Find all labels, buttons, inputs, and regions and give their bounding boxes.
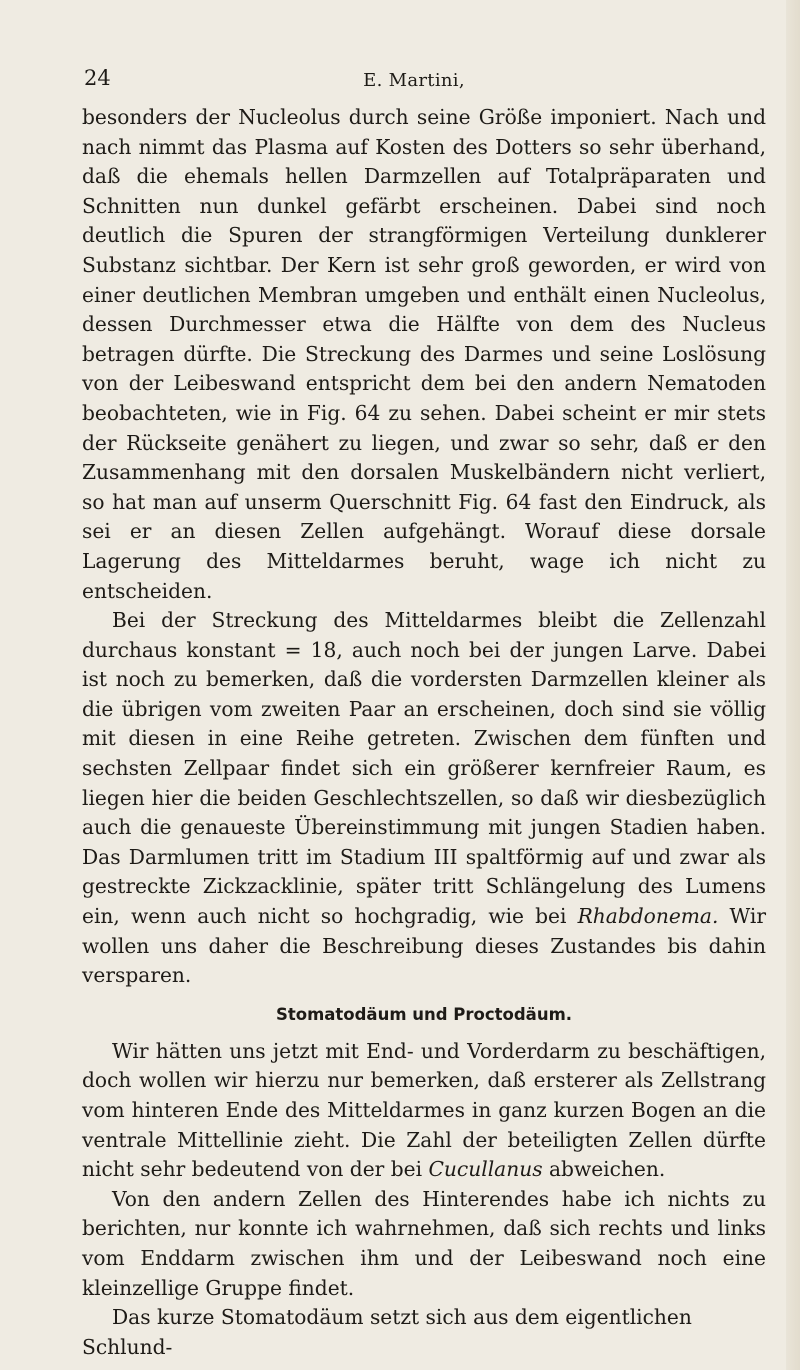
paragraph-stomatodaeum: Das kurze Stomatodäum setzt sich aus dem eigentlichen Schlund- — [82, 1305, 692, 1359]
genus-name-italic: Cucullanus — [428, 1157, 543, 1182]
paragraph-end-foregut — [82, 1037, 766, 1185]
paragraph-text: Bei der Streckung des Mitteldarmes bleibt die Zellenzahl durchaus konstant = 18, auch noch bei der jungen Larve. Dabei ist noch zu bemerken, daß die vordersten Darmzellen kleiner als die übrigen vom zweiten Paar an erscheinen, doch sind sie völlig mit diesen in eine Reihe getreten. Zwischen dem fünften und sechsten Zellpaar findet sich ein größerer kernfreier Raum, es liegen hier die beiden Geschlechtszellen, so daß wir diesbezüglich auch die genaueste Übereinstimmung mit jungen Stadien haben. Das Darmlumen tritt im Stadium III spaltförmig auf und zwar als gestreckte Zickzacklinie, später tritt Schlängelung des Lumens ein, wenn auch nicht so hochgradig, wie bei — [82, 608, 766, 929]
page-number: 24 — [84, 66, 111, 90]
paragraph-cell-count — [82, 606, 766, 991]
paragraph-hind-end-cells: Von den andern Zellen des Hinterendes habe ich nichts zu berichten, nur konnte ich wahrnehmen, daß sich rechts und links vom Enddarm zwischen ihm und der Leibeswand noch eine kleinzellige Gruppe findet. — [82, 1186, 766, 1300]
genus-name-italic: Rhabdonema. — [577, 904, 719, 929]
page-edge — [786, 0, 800, 1370]
paragraph-text: Wir wollen uns daher die Beschreibung dieses Zustandes bis dahin versparen. — [82, 904, 766, 988]
paragraph-continued: besonders der Nucleolus durch seine Größe imponiert. Nach und nach nimmt das Plasma auf Kosten des Dotters so sehr überhand, daß die ehemals hellen Darmzellen auf Totalpräparaten und Schnitten nun dunkel gefärbt erscheinen. Dabei sind noch deutlich die Spuren der strangförmigen Verteilung dunklerer Substanz sichtbar. Der Kern ist sehr groß geworden, er wird von einer deutlichen Membran umgeben und enthält einen Nucleolus, dessen Durchmesser etwa die Hälfte von dem des Nucleus betragen dürfte. Die Streckung des Darmes und seine Loslösung von der Leibeswand entspricht dem bei den andern Nematoden beobachteten, wie in Fig. 64 zu sehen. Dabei scheint er mir stets der Rückseite genähert zu liegen, und zwar so sehr, daß er den Zusammenhang mit den dorsalen Muskelbändern nicht verliert, so hat man auf unserm Querschnitt Fig. 64 fast den Eindruck, als sei er an diesen Zellen aufgehängt. Worauf diese dorsale Lagerung des Mitteldarmes beruht, wage ich nicht zu entscheiden. — [82, 105, 766, 603]
section-heading: Stomatodäum und Proctodäum. — [275, 1004, 573, 1024]
running-head: E. Martini, — [363, 70, 465, 91]
body-text — [82, 103, 766, 1362]
page-header — [84, 66, 744, 96]
paragraph-text: Wir hätten uns jetzt mit End- und Vorderdarm zu beschäftigen, doch wollen wir hierzu nur bemerken, daß ersterer als Zellstrang vom hinteren Ende des Mitteldarmes in ganz kurzen Bogen an die ventrale Mittellinie zieht. Die Zahl der beteiligten Zellen dürfte nicht sehr bedeutend von der bei — [82, 1038, 766, 1182]
paragraph-text: abweichen. — [542, 1157, 666, 1182]
